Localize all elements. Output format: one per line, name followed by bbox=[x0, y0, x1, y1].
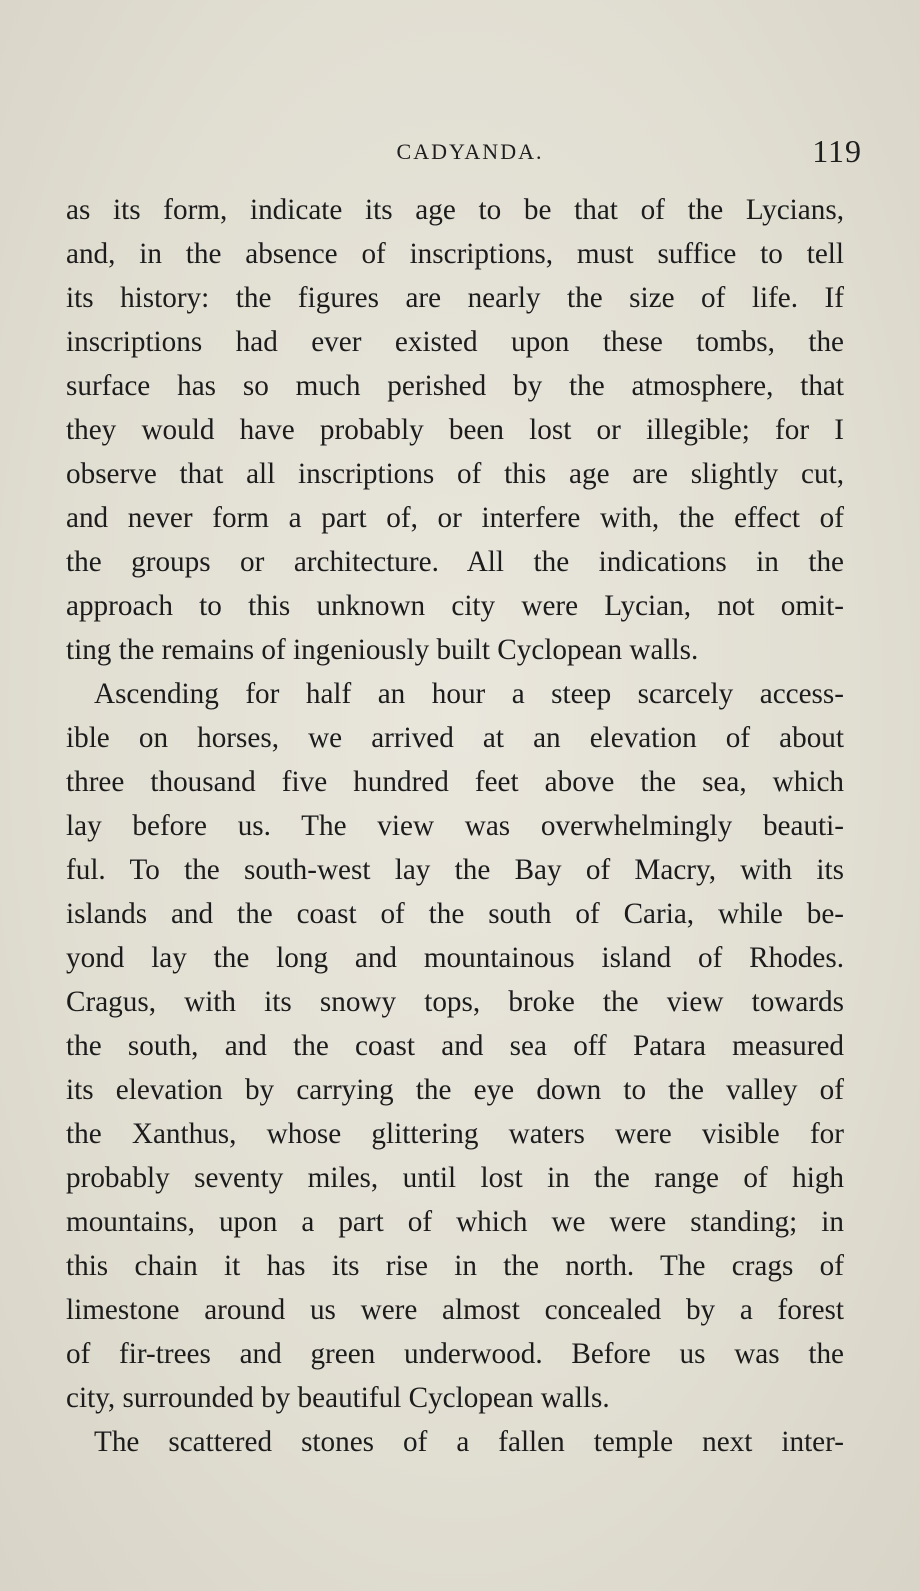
text-line: mountains, upon a part of which we were standing; in bbox=[66, 1206, 844, 1238]
page-header bbox=[78, 133, 862, 173]
text-line: limestone around us were almost concealed by a forest bbox=[66, 1294, 844, 1326]
text-line: islands and the coast of the south of Caria, while be- bbox=[66, 898, 844, 930]
text-line: the south, and the coast and sea off Patara measured bbox=[66, 1030, 844, 1062]
text-line: approach to this unknown city were Lycian, not omit- bbox=[66, 590, 844, 622]
text-line: this chain it has its rise in the north. The crags of bbox=[66, 1250, 844, 1282]
page-number: 119 bbox=[812, 133, 862, 169]
text-line: ful. To the south-west lay the Bay of Macry, with its bbox=[66, 854, 844, 886]
text-line: the Xanthus, whose glittering waters were visible for bbox=[66, 1118, 844, 1150]
text-line: and never form a part of, or interfere with, the effect of bbox=[66, 502, 844, 534]
text-line: as its form, indicate its age to be that of the Lycians, bbox=[66, 194, 844, 226]
running-head: CADYANDA. bbox=[396, 139, 544, 164]
text-line: three thousand five hundred feet above the sea, which bbox=[66, 766, 844, 798]
text-line: lay before us. The view was overwhelmingly beauti- bbox=[66, 810, 844, 842]
text-line: its elevation by carrying the eye down to the valley of bbox=[66, 1074, 844, 1106]
text-line: of fir-trees and green underwood. Before us was the bbox=[66, 1338, 844, 1370]
text-line: Cragus, with its snowy tops, broke the view towards bbox=[66, 986, 844, 1018]
text-line: observe that all inscriptions of this age are slightly cut, bbox=[66, 458, 844, 490]
paragraph-3 bbox=[66, 1420, 844, 1464]
text-line: its history: the figures are nearly the size of life. If bbox=[66, 282, 844, 314]
text-line: Ascending for half an hour a steep scarcely access- bbox=[94, 678, 844, 710]
paragraph-2 bbox=[66, 672, 844, 1420]
text-line: yond lay the long and mountainous island of Rhodes. bbox=[66, 942, 844, 974]
text-line: the groups or architecture. All the indications in the bbox=[66, 546, 844, 578]
text-line: inscriptions had ever existed upon these tombs, the bbox=[66, 326, 844, 358]
text-line: ting the remains of ingeniously built Cyclopean walls. bbox=[66, 634, 699, 666]
text-line: and, in the absence of inscriptions, must suffice to tell bbox=[66, 238, 844, 270]
paragraph-1 bbox=[66, 188, 844, 672]
text-line: The scattered stones of a fallen temple next inter- bbox=[94, 1426, 844, 1458]
text-line: ible on horses, we arrived at an elevation of about bbox=[66, 722, 844, 754]
text-line: they would have probably been lost or illegible; for I bbox=[66, 414, 844, 446]
text-line: probably seventy miles, until lost in the range of high bbox=[66, 1162, 844, 1194]
text-line: city, surrounded by beautiful Cyclopean walls. bbox=[66, 1382, 610, 1414]
text-line: surface has so much perished by the atmosphere, that bbox=[66, 370, 844, 402]
body-text bbox=[66, 188, 844, 1464]
